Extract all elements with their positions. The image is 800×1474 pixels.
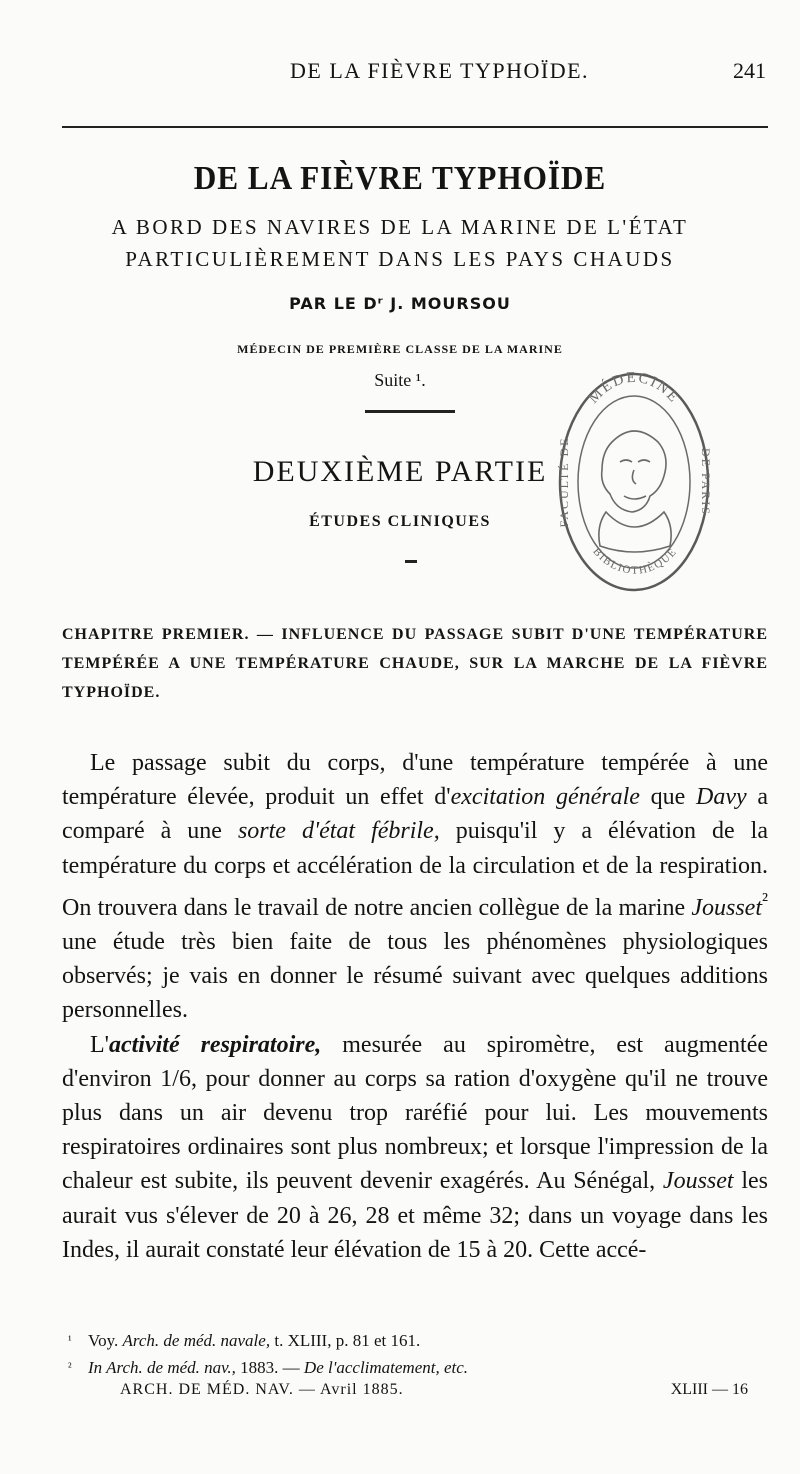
stamp-left-text: FACULTÉ DE — [557, 436, 571, 528]
article-title: DE LA FIÈVRE TYPHOÏDE — [193, 160, 607, 197]
section-rule — [365, 410, 455, 413]
subtitle-line-2: PARTICULIÈREMENT DANS LES PAYS CHAUDS — [125, 247, 675, 271]
header-rule — [62, 126, 768, 128]
stamp-top-text: MÉDECINE — [585, 369, 683, 407]
part-title: DEUXIÈME PARTIE — [252, 455, 548, 488]
stamp-seal-icon — [552, 362, 722, 612]
footnotes — [62, 1327, 768, 1381]
library-stamp — [552, 362, 722, 612]
signature-journal: ARCH. DE MÉD. NAV. — Avril 1885. — [120, 1381, 404, 1398]
subtitle-line-1: A BORD DES NAVIRES DE LA MARINE DE L'ÉTAT — [111, 215, 689, 239]
signature-volume: XLIII — 16 — [670, 1381, 748, 1398]
body-text — [62, 746, 768, 1267]
running-head: DE LA FIÈVRE TYPHOÏDE. — [290, 58, 590, 83]
footnote-2: ² In Arch. de méd. nav., 1883. — De l'acclimatement, etc. — [68, 1358, 469, 1377]
stamp-right-text: DE PARIS — [699, 448, 713, 516]
svg-text:BIBLIOTHÈQUE — [590, 546, 679, 577]
svg-text:MÉDECINE — [586, 370, 683, 407]
suite-note: Suite ¹. — [374, 370, 426, 390]
section-dash — [405, 560, 417, 563]
section-title: ÉTUDES CLINIQUES — [309, 513, 491, 530]
author-role: MÉDECIN DE PREMIÈRE CLASSE DE LA MARINE — [237, 342, 563, 356]
paragraph-1: Le passage subit du corps, d'une température tempérée à une température élevée, produit un effet d'excitation générale que Davy a comparé à une sorte d'état fébrile, puisqu'il y a élévation de la température du corps et accélération de la circulation et de la respiration. On trouvera dans le travail de notre ancien collègue de la marine Jousset$^{^2}$ une étude très bien faite de tous les phénomènes physiologiques observés; je vais en donner le résumé suivant avec quelques additions personnelles. — [62, 750, 769, 1024]
stamp-bottom-text: BIBLIOTHÈQUE — [590, 545, 680, 577]
chapter-heading: CHAPITRE PREMIER. — INFLUENCE DU PASSAGE SUBIT D'UNE TEMPÉRATURE TEMPÉRÉE A UNE TEMPÉRATURE CHAUDE, SUR LA MARCHE DE LA FIÈVRE TYPHOÏDE. — [62, 626, 768, 701]
footnote-1: ¹ Voy. Arch. de méd. navale, t. XLIII, p. 81 et 161. — [68, 1331, 421, 1350]
paragraph-2: L'activité respiratoire, mesurée au spiromètre, est augmentée d'environ 1/6, pour donner au corps sa ration d'oxygène qu'il ne trouve plus dans un air devenu trop raréfié pour lui. Les mouvements respiratoires ordinaires sont plus nombreux; et lorsque l'impression de la chaleur est subite, ils peuvent devenir exagérés. Au Sénégal, Jousset les aurait vus s'élever de 20 à 26, 28 et même 32; dans un voyage dans les Indes, il aurait constaté leur élévation de 15 à 20. Cette accé- — [62, 1031, 768, 1263]
page-number: 241 — [733, 58, 766, 83]
footnote-ref-2: ² — [762, 888, 768, 911]
author-line: PAR LE Dʳ J. MOURSOU — [289, 294, 511, 313]
